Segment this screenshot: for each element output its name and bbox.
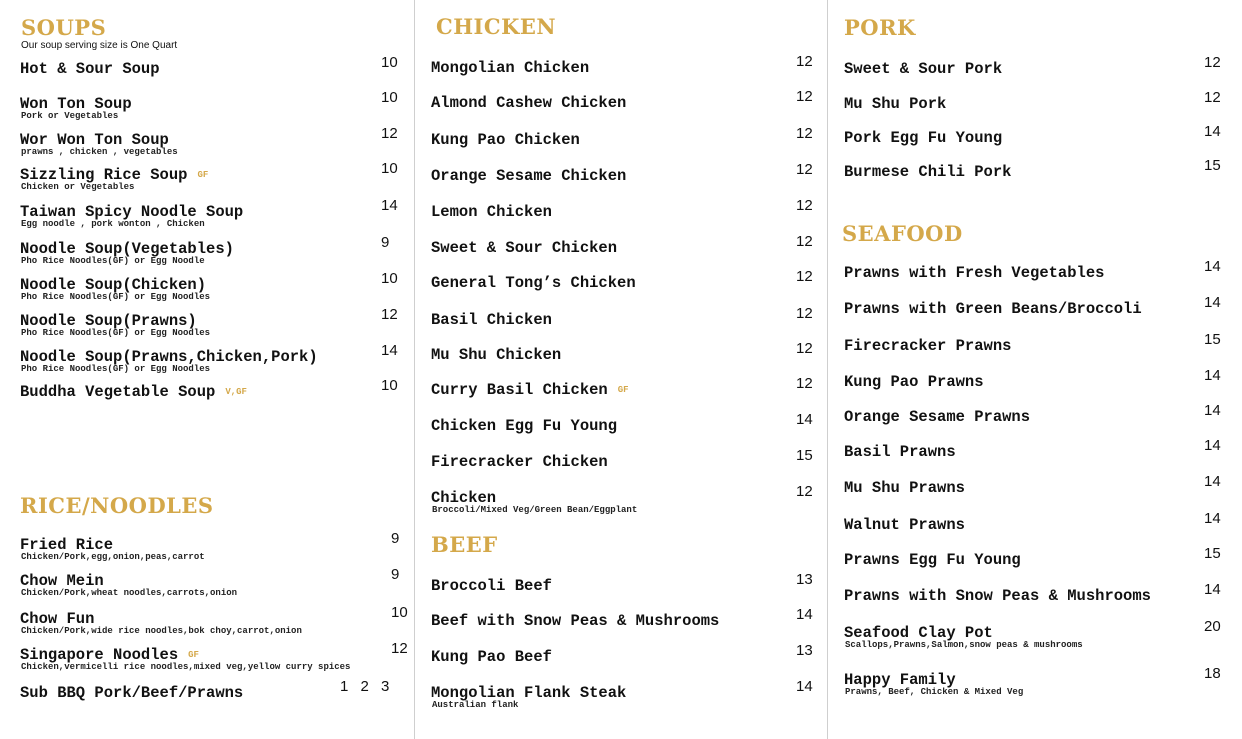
menu-item-name-text: Mu Shu Chicken bbox=[431, 346, 562, 364]
menu-item-name-text: Basil Chicken bbox=[431, 311, 552, 329]
menu-item-burmese-chili-pork bbox=[828, 157, 1242, 193]
menu-item-won-ton-soup bbox=[0, 89, 414, 125]
menu-item-price: 12 bbox=[381, 125, 398, 142]
menu-item-orange-sesame-chicken bbox=[414, 161, 828, 197]
dietary-tag: GF bbox=[188, 650, 199, 660]
menu-item-name-text: Beef with Snow Peas & Mushrooms bbox=[431, 612, 720, 630]
menu-item-name bbox=[844, 479, 965, 497]
menu-item-prawns-egg-fu-young bbox=[828, 545, 1242, 581]
menu-item-description: Chicken,vermicelli rice noodles,mixed veg,yellow curry spices bbox=[21, 662, 351, 672]
menu-item-description: Pho Rice Noodles(GF) or Egg Noodles bbox=[21, 364, 211, 374]
menu-item-name bbox=[431, 94, 626, 112]
menu-item-name-text: Walnut Prawns bbox=[844, 516, 965, 534]
menu-item-name bbox=[20, 60, 160, 78]
menu-item-description: Pho Rice Noodles(GF) or Egg Noodles bbox=[21, 328, 211, 338]
menu-item-description: Pho Rice Noodles(GF) or Egg Noodle bbox=[21, 256, 205, 266]
menu-item-kung-pao-chicken bbox=[414, 125, 828, 161]
menu-item-name bbox=[844, 373, 984, 391]
menu-item-name-text: Prawns with Green Beans/Broccoli bbox=[844, 300, 1142, 318]
menu-item-name bbox=[431, 453, 608, 471]
menu-item-price: 14 bbox=[796, 411, 813, 428]
menu-item-name bbox=[844, 408, 1030, 426]
soups-serving-note: Our soup serving size is One Quart bbox=[21, 40, 178, 51]
menu-item-price: 20 bbox=[1204, 618, 1221, 635]
menu-item-price: 12 bbox=[796, 88, 813, 105]
menu-item-noodle-soup-prawns bbox=[0, 306, 414, 342]
menu-item-price: 14 bbox=[1204, 367, 1221, 384]
menu-item-taiwan-spicy-noodle-soup bbox=[0, 197, 414, 233]
menu-item-description: prawns , chicken , vegetables bbox=[21, 147, 178, 157]
menu-item-wor-won-ton-soup bbox=[0, 125, 414, 161]
menu-item-name-text: Orange Sesame Prawns bbox=[844, 408, 1031, 426]
menu-item-name-text: Sweet & Sour Pork bbox=[844, 60, 1003, 78]
menu-item-basil-chicken bbox=[414, 305, 828, 341]
menu-item-price: 10 bbox=[381, 377, 398, 394]
menu-item-price: 12 bbox=[796, 233, 813, 250]
menu-item-price: 14 bbox=[381, 342, 398, 359]
menu-item-sweet-sour-chicken bbox=[414, 233, 828, 269]
menu-item-name bbox=[431, 417, 617, 435]
menu-item-name-text: Noodle Soup(Chicken) bbox=[20, 276, 207, 294]
menu-item-price: 14 bbox=[1204, 258, 1221, 275]
menu-item-happy-family bbox=[828, 665, 1242, 701]
menu-item-name bbox=[431, 203, 552, 221]
menu-item-price: 12 bbox=[796, 340, 813, 357]
menu-item-firecracker-prawns bbox=[828, 331, 1242, 367]
menu-item-name bbox=[431, 381, 629, 399]
menu-item-name-text: Sub BBQ Pork/Beef/Prawns bbox=[20, 684, 244, 702]
menu-item-price: 18 bbox=[1204, 665, 1221, 682]
menu-item-firecracker-chicken bbox=[414, 447, 828, 483]
menu-item-price: 12 bbox=[391, 640, 408, 657]
menu-item-name-text: Won Ton Soup bbox=[20, 95, 132, 113]
menu-item-price: 9 bbox=[391, 530, 400, 547]
menu-item-lemon-chicken bbox=[414, 197, 828, 233]
menu-item-price: 12 bbox=[1204, 54, 1221, 71]
menu-item-name-text: Prawns Egg Fu Young bbox=[844, 551, 1021, 569]
menu-item-orange-sesame-prawns bbox=[828, 402, 1242, 438]
menu-item-name-text: Mongolian Chicken bbox=[431, 59, 590, 77]
menu-item-name bbox=[844, 129, 1002, 147]
menu-item-name-text: Buddha Vegetable Soup bbox=[20, 383, 216, 402]
menu-item-name-text: Singapore Noodles bbox=[20, 646, 179, 665]
menu-item-price: 12 bbox=[1204, 89, 1221, 106]
menu-item-price: 14 bbox=[1204, 473, 1221, 490]
menu-item-name-text: Sweet & Sour Chicken bbox=[431, 239, 618, 257]
menu-item-price: 14 bbox=[1204, 581, 1221, 598]
menu-item-name-text: Pork Egg Fu Young bbox=[844, 129, 1003, 147]
menu-item-price: 15 bbox=[796, 447, 813, 464]
menu-item-chow-fun bbox=[0, 604, 414, 640]
menu-item-sizzling-rice-soup bbox=[0, 160, 414, 196]
menu-item-name-text: Kung Pao Prawns bbox=[844, 373, 984, 391]
menu-item-price: 15 bbox=[1204, 331, 1221, 348]
menu-item-singapore-noodles bbox=[0, 640, 414, 676]
menu-item-basil-prawns bbox=[828, 437, 1242, 473]
menu-item-description: Prawns, Beef, Chicken & Mixed Veg bbox=[845, 687, 1024, 697]
menu-item-fried-rice bbox=[0, 530, 414, 566]
menu-item-price: 9 bbox=[381, 234, 390, 251]
menu-item-name bbox=[431, 311, 552, 329]
beef-title: BEEF bbox=[431, 532, 498, 557]
menu-item-noodle-soup-vegetables bbox=[0, 234, 414, 270]
menu-item-price: 12 bbox=[796, 197, 813, 214]
menu-item-general-tong-s-chicken bbox=[414, 268, 828, 304]
menu-item-description: Egg noodle , pork wonton , Chicken bbox=[21, 219, 205, 229]
menu-item-name bbox=[844, 60, 1002, 78]
menu-item-walnut-prawns bbox=[828, 510, 1242, 546]
menu-item-name-text: Almond Cashew Chicken bbox=[431, 94, 627, 112]
menu-item-description: Chicken/Pork,wheat noodles,carrots,onion bbox=[21, 588, 238, 598]
chicken-title: CHICKEN bbox=[436, 14, 557, 39]
soups-title: SOUPS bbox=[21, 15, 107, 40]
menu-item-name-text: Hot & Sour Soup bbox=[20, 60, 160, 78]
menu-item-prawns-with-fresh-vegetables bbox=[828, 258, 1242, 294]
menu-item-price: 10 bbox=[381, 270, 398, 287]
menu-item-price: 10 bbox=[381, 54, 398, 71]
menu-item-description: Pork or Vegetables bbox=[21, 111, 119, 121]
menu-item-price: 1 2 3 bbox=[340, 678, 390, 695]
dietary-tag: GF bbox=[197, 170, 209, 180]
menu-item-noodle-soup-chicken bbox=[0, 270, 414, 306]
dietary-tag: GF bbox=[617, 385, 629, 395]
seafood-title: SEAFOOD bbox=[842, 221, 963, 246]
menu-column-right bbox=[828, 0, 1242, 739]
menu-item-kung-pao-beef bbox=[414, 642, 828, 678]
menu-item-price: 14 bbox=[1204, 437, 1221, 454]
menu-item-price: 14 bbox=[381, 197, 398, 214]
menu-item-name bbox=[431, 131, 580, 149]
menu-column-middle bbox=[414, 0, 828, 739]
menu-item-price: 10 bbox=[381, 89, 398, 106]
menu-item-description: Chicken/Pork,egg,onion,peas,carrot bbox=[21, 552, 205, 562]
menu-item-name-text: Basil Prawns bbox=[844, 443, 956, 461]
menu-item-name bbox=[20, 383, 247, 401]
menu-item-price: 14 bbox=[796, 678, 813, 695]
menu-item-name bbox=[844, 95, 946, 113]
menu-item-almond-cashew-chicken bbox=[414, 88, 828, 124]
menu-item-hot-sour-soup bbox=[0, 54, 414, 90]
menu-item-name-text: Fried Rice bbox=[20, 536, 114, 554]
menu-item-price: 12 bbox=[796, 53, 813, 70]
menu-item-name bbox=[20, 684, 243, 702]
menu-item-name-text: Lemon Chicken bbox=[431, 203, 552, 221]
menu-item-name-text: Firecracker Chicken bbox=[431, 453, 608, 471]
menu-item-name bbox=[431, 612, 719, 630]
menu-column-left bbox=[0, 0, 414, 739]
menu-item-price: 13 bbox=[796, 642, 813, 659]
menu-item-name-text: Prawns with Snow Peas & Mushrooms bbox=[844, 587, 1151, 605]
rice-noodles-title: RICE/NOODLES bbox=[20, 493, 214, 518]
menu-item-name-text: Chicken Egg Fu Young bbox=[431, 417, 618, 435]
menu-item-buddha-vegetable-soup bbox=[0, 377, 414, 413]
menu-item-sub-bbq-pork-beef-prawns bbox=[0, 678, 414, 714]
menu-item-price: 15 bbox=[1204, 545, 1221, 562]
menu-item-name bbox=[431, 274, 636, 292]
menu-item-price: 12 bbox=[796, 483, 813, 500]
menu-item-price: 15 bbox=[1204, 157, 1221, 174]
menu-item-price: 10 bbox=[381, 160, 398, 177]
menu-item-name bbox=[844, 516, 965, 534]
menu-item-prawns-with-green-beans-broccoli bbox=[828, 294, 1242, 330]
menu-item-price: 14 bbox=[796, 606, 813, 623]
menu-item-description: Scallops,Prawns,Salmon,snow peas & mushrooms bbox=[845, 640, 1083, 650]
menu-item-name-text: Prawns with Fresh Vegetables bbox=[844, 264, 1105, 282]
menu-item-name-text: Happy Family bbox=[844, 671, 956, 689]
menu-item-name bbox=[844, 264, 1104, 282]
menu-item-description: Pho Rice Noodles(GF) or Egg Noodles bbox=[21, 292, 211, 302]
menu-item-name-text: Chicken bbox=[431, 489, 497, 507]
menu-item-name bbox=[844, 443, 956, 461]
menu-item-name-text: Wor Won Ton Soup bbox=[20, 131, 169, 149]
menu-item-price: 12 bbox=[796, 161, 813, 178]
menu-item-chicken bbox=[414, 483, 828, 519]
menu-item-price: 12 bbox=[796, 268, 813, 285]
menu-item-name bbox=[844, 551, 1021, 569]
menu-item-name-text: Broccoli Beef bbox=[431, 577, 552, 595]
menu-item-price: 14 bbox=[1204, 402, 1221, 419]
dietary-tag: V,GF bbox=[225, 387, 247, 397]
menu-item-chow-mein bbox=[0, 566, 414, 602]
menu-item-mongolian-chicken bbox=[414, 53, 828, 89]
menu-item-chicken-egg-fu-young bbox=[414, 411, 828, 447]
menu-item-name bbox=[844, 300, 1142, 318]
menu-item-beef-with-snow-peas-mushrooms bbox=[414, 606, 828, 642]
menu-item-name bbox=[431, 577, 552, 595]
menu-item-prawns-with-snow-peas-mushrooms bbox=[828, 581, 1242, 617]
menu-item-price: 12 bbox=[796, 305, 813, 322]
menu-item-name-text: Orange Sesame Chicken bbox=[431, 167, 627, 185]
menu-item-price: 12 bbox=[796, 375, 813, 392]
menu-item-name-text: Curry Basil Chicken bbox=[431, 381, 608, 400]
menu-item-name-text: Noodle Soup(Prawns) bbox=[20, 312, 197, 330]
menu-item-kung-pao-prawns bbox=[828, 367, 1242, 403]
menu-item-noodle-soup-prawns-chicken-pork bbox=[0, 342, 414, 378]
menu-item-description: Chicken/Pork,wide rice noodles,bok choy,carrot,onion bbox=[21, 626, 302, 636]
menu-item-name bbox=[844, 587, 1151, 605]
menu-item-name bbox=[431, 648, 552, 666]
menu-item-description: Broccoli/Mixed Veg/Green Bean/Eggplant bbox=[432, 505, 638, 515]
menu-item-mu-shu-prawns bbox=[828, 473, 1242, 509]
menu-item-name-text: Noodle Soup(Prawns,Chicken,Pork) bbox=[20, 348, 318, 366]
menu-item-name-text: Mu Shu Prawns bbox=[844, 479, 965, 497]
menu-item-price: 12 bbox=[381, 306, 398, 323]
menu-item-name-text: Chow Mein bbox=[20, 572, 104, 590]
menu-item-name bbox=[844, 163, 1011, 181]
menu-item-pork-egg-fu-young bbox=[828, 123, 1242, 159]
menu-item-name-text: Mongolian Flank Steak bbox=[431, 684, 627, 702]
menu-item-name-text: Seafood Clay Pot bbox=[844, 624, 993, 642]
menu-item-name-text: General Tong’s Chicken bbox=[431, 274, 636, 292]
menu-item-price: 12 bbox=[796, 125, 813, 142]
menu-item-price: 14 bbox=[1204, 510, 1221, 527]
menu-item-price: 14 bbox=[1204, 123, 1221, 140]
menu-item-name bbox=[431, 239, 617, 257]
menu-item-sweet-sour-pork bbox=[828, 54, 1242, 90]
menu-item-price: 10 bbox=[391, 604, 408, 621]
menu-item-price: 13 bbox=[796, 571, 813, 588]
menu-item-mu-shu-chicken bbox=[414, 340, 828, 376]
menu-item-name-text: Mu Shu Pork bbox=[844, 95, 947, 113]
menu-item-name-text: Kung Pao Beef bbox=[431, 648, 552, 666]
menu-item-price: 9 bbox=[391, 566, 400, 583]
menu-item-name bbox=[431, 59, 589, 77]
menu-item-curry-basil-chicken bbox=[414, 375, 828, 411]
menu-item-price: 14 bbox=[1204, 294, 1221, 311]
menu-item-description: Australian flank bbox=[432, 700, 519, 710]
menu-item-name bbox=[431, 167, 626, 185]
menu-item-name bbox=[431, 346, 561, 364]
menu-item-name-text: Firecracker Prawns bbox=[844, 337, 1012, 355]
menu-item-name-text: Sizzling Rice Soup bbox=[20, 166, 188, 185]
menu-item-description: Chicken or Vegetables bbox=[21, 182, 135, 192]
menu-item-name-text: Kung Pao Chicken bbox=[431, 131, 580, 149]
menu-item-name-text: Taiwan Spicy Noodle Soup bbox=[20, 203, 244, 221]
menu-item-name-text: Burmese Chili Pork bbox=[844, 163, 1012, 181]
menu-item-mongolian-flank-steak bbox=[414, 678, 828, 714]
menu-item-mu-shu-pork bbox=[828, 89, 1242, 125]
menu-item-seafood-clay-pot bbox=[828, 618, 1242, 654]
menu-item-name-text: Noodle Soup(Vegetables) bbox=[20, 240, 234, 258]
pork-title: PORK bbox=[844, 15, 916, 40]
menu-item-name-text: Chow Fun bbox=[20, 610, 95, 628]
menu-item-broccoli-beef bbox=[414, 571, 828, 607]
menu-item-name bbox=[844, 337, 1011, 355]
